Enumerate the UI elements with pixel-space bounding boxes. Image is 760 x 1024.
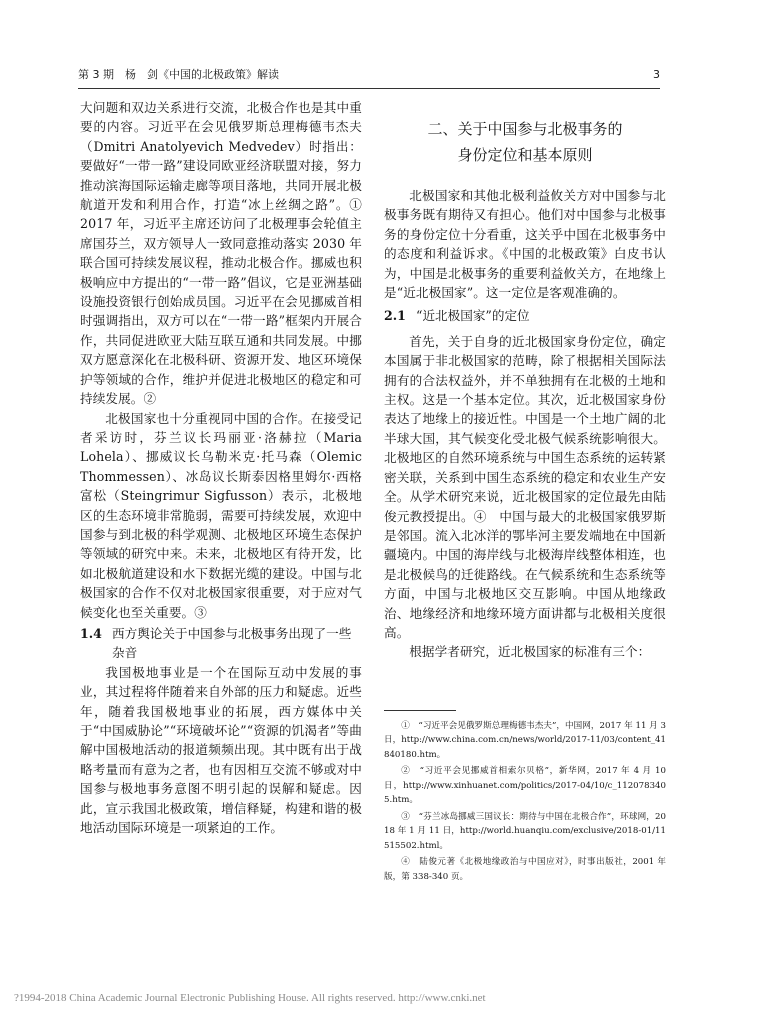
left-column bbox=[80, 98, 375, 837]
right-column bbox=[384, 98, 666, 886]
subsection-number: 1.4 bbox=[80, 625, 102, 641]
footnote-3: ③ “芬兰冰岛挪威三国议长：期待与中国在北极合作”，环球网，2018 年 1 月 11 日，http://world.huanqiu.com/exclusive/2018-01/11515502.html。 bbox=[384, 811, 666, 851]
footnote-4: ④ 陆俊元著《北极地缘政治与中国应对》，时事出版社，2001 年版，第 338-340 页。 bbox=[384, 857, 666, 882]
section-title bbox=[384, 116, 666, 168]
left-paragraph-3: 我国极地事业是一个在国际互动中发展的事业，其过程将伴随着来自外部的压力和疑虑。近些年，随着我国极地事业的拓展，西方媒体中关于“中国威胁论”“环境破坏论”“资源的饥渴者”等曲解中国极地活动的报道频频出现。其中既有出于战略考量而有意为之者，也有因相互交流不够或对中国参与极地事务意图不明引起的误解和疑虑。因此，宣示我国北极政策，增信释疑，构建和谐的极地活动国际环境是一项紧迫的工作。 bbox=[80, 664, 362, 836]
subsection-title: 西方舆论关于中国参与北极事务出现了一些杂音 bbox=[112, 625, 352, 661]
footnote-1: ① “习近平会见俄罗斯总理梅德韦杰夫”，中国网，2017 年 11 月 3 日，http://www.china.com.cn/news/world/2017-11/03/content_41840180.htm。 bbox=[384, 720, 666, 760]
footnote-2: ② “习近平会见挪威首相索尔贝格”，新华网，2017 年 4 月 10 日，http://www.xinhuanet.com/politics/2017-04/10/c_1120783405.htm。 bbox=[384, 766, 666, 806]
copyright-footer: ?1994-2018 China Academic Journal Electronic Publishing House. All rights reserved. http://www.cnki.net bbox=[14, 992, 486, 1004]
right-paragraph-2: 首先，关于自身的近北极国家身份定位，确定本国属于非北极国家的范畴，除了根据相关国际法拥有的合法权益外，并不单独拥有在北极的土地和主权。这是一个基本定位。其次，近北极国家身份表达了地缘上的接近性。中国是一个土地广阔的北半球大国，其气候变化受北极气候系统影响很大。北极地区的自然环境系统与中国生态系统的运转紧密关联，关系到中国生态系统的稳定和农业生产安全。从学术研究来说，近北极国家的定位最先由陆俊元教授提出。④ 中国与最大的北极国家俄罗斯是邻国。流入北冰洋的鄂毕河主要发端地在中国新疆境内。中国的海岸线与北极海岸线整体相连，也是北极候鸟的迁徙路线。在气候系统和生态系统等方面，中国与北极地区交互影响。中国从地缘政治、地缘经济和地缘环境方面讲都与北极相关度很高。 bbox=[384, 333, 666, 640]
section-title-line-1: 二、关于中国参与北极事务的 bbox=[427, 120, 623, 138]
subsection-heading-2-1 bbox=[384, 306, 666, 325]
footnote-divider bbox=[384, 710, 456, 711]
page-number: 3 bbox=[653, 68, 660, 81]
right-paragraph-3: 根据学者研究，近北极国家的标准有三个： bbox=[409, 644, 651, 660]
left-paragraph-2: 北极国家也十分重视同中国的合作。在接受记者采访时，芬兰议长玛丽亚·洛赫拉（Maria Lohela）、挪威议长乌勒米克·托马森（Olemic Thommessen）、冰岛议长斯泰因格里姆尔·西格富松（Steingrimur Sigfusson）表示，北极地区的生态环境非常脆弱，需要可持续发展，欢迎中国参与到北极的科学观测、北极地区环境生态保护等领域的研究中来。未来，北极地区有待开发，比如北极航道建设和水下数据光缆的建设。中国与北极国家的合作不仅对北极国家很重要，对于应对气候变化也至关重要。③ bbox=[80, 410, 362, 620]
header-journal-info: 第 3 期 杨 剑《中国的北极政策》解读 bbox=[78, 68, 279, 81]
section-title-line-2: 身份定位和基本原则 bbox=[457, 146, 593, 164]
left-paragraph-1: 大问题和双边关系进行交流，北极合作也是其中重要的内容。习近平在会见俄罗斯总理梅德韦杰夫（Dmitri Anatolyevich Medvedev）时指出：要做好“一带一路”建设同欧亚经济联盟对接，努力推动滨海国际运输走廊等项目落地，共同开展北极航道开发和利用合作，打造“冰上丝绸之路”。① 2017 年，习近平主席还访问了北极理事会轮值主席国芬兰，双方领导人一致同意推动落实 2030 年联合国可持续发展议程，推动北极合作。挪威也积极响应中方提出的“一带一路”倡议，它是亚洲基础设施投资银行创始成员国。习近平在会见挪威首相时强调指出，双方可以在“一带一路”框架内开展合作，共同促进欧亚大陆互联互通和共同发展。中挪双方愿意深化在北极科研、资源开发、地区环境保护等领域的合作，维护并促进北极地区的稳定和可持续发展。② bbox=[80, 100, 375, 407]
running-header bbox=[78, 66, 660, 89]
subsection-number: 2.1 bbox=[384, 308, 406, 324]
subsection-heading-1-4 bbox=[80, 624, 362, 663]
right-paragraph-1: 北极国家和其他北极利益攸关方对中国参与北极事务既有期待又有担心。他们对中国参与北极事务的身份定位十分看重，这关乎中国在北极事务中的态度和利益诉求。《中国的北极政策》白皮书认为，中国是北极事务的重要利益攸关方，在地缘上是“近北极国家”。这一定位是客观准确的。 bbox=[384, 188, 666, 301]
subsection-title: “近北极国家”的定位 bbox=[416, 308, 530, 324]
